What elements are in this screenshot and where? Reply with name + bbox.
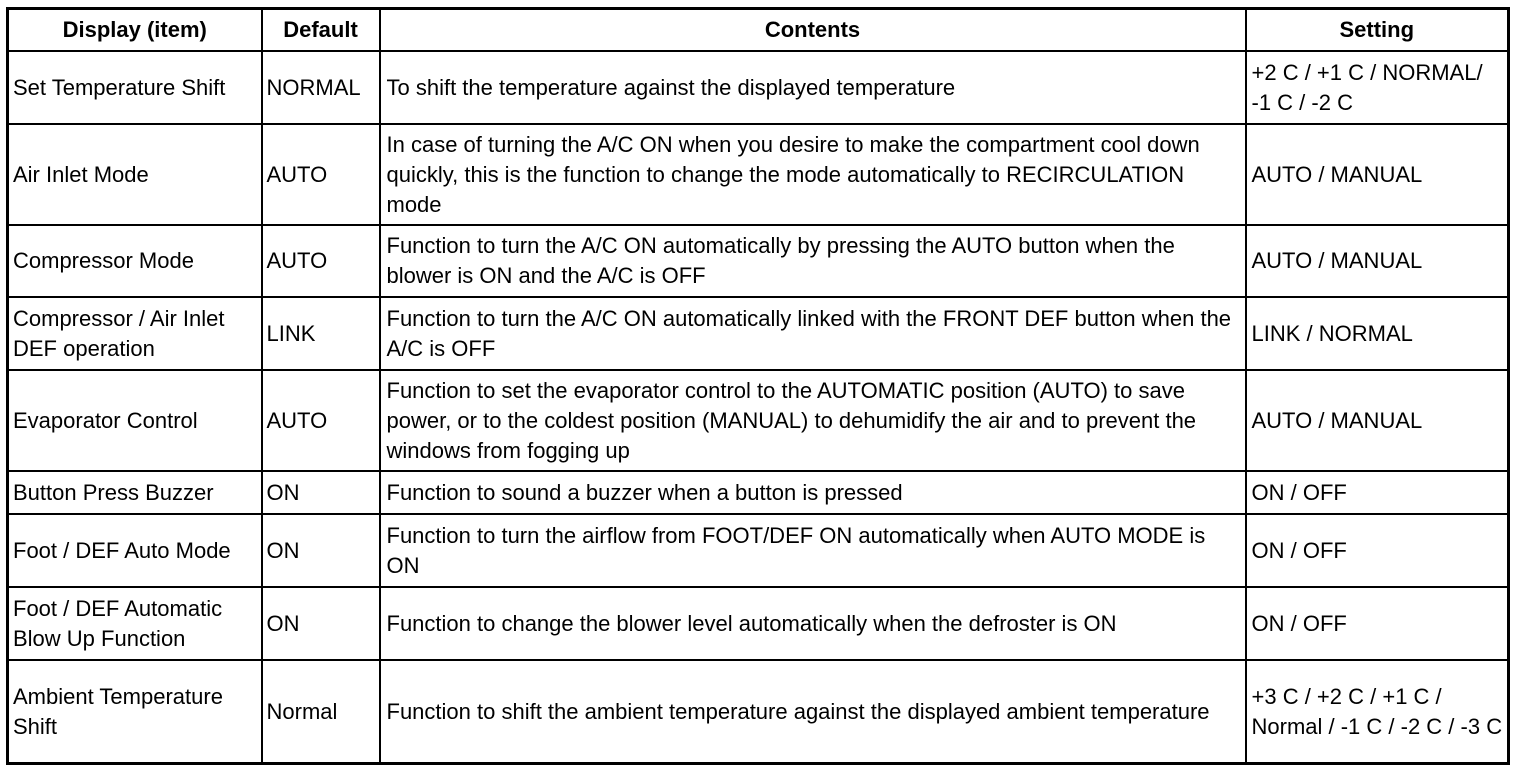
default-cell: LINK [262, 297, 380, 370]
item-cell: Set Temperature Shift [8, 51, 262, 124]
setting-cell: AUTO / MANUAL [1246, 124, 1509, 225]
item-cell: Compressor Mode [8, 225, 262, 297]
default-cell: ON [262, 587, 380, 660]
settings-table [6, 7, 1510, 765]
default-cell: Normal [262, 660, 380, 764]
default-cell: ON [262, 471, 380, 514]
setting-cell: ON / OFF [1246, 587, 1509, 660]
default-cell: ON [262, 514, 380, 587]
default-cell: AUTO [262, 225, 380, 297]
table-row [8, 225, 1509, 297]
contents-cell: Function to sound a buzzer when a button is pressed [380, 471, 1246, 514]
table-row [8, 124, 1509, 225]
table-row [8, 297, 1509, 370]
header-contents: Contents [380, 9, 1246, 52]
default-cell: AUTO [262, 124, 380, 225]
contents-cell: Function to set the evaporator control to the AUTOMATIC position (AUTO) to save power, or to the coldest position (MANUAL) to dehumidify the air and to prevent the windows from fogging up [380, 370, 1246, 471]
table-row [8, 660, 1509, 764]
contents-cell: Function to turn the A/C ON automatically by pressing the AUTO button when the blower is ON and the A/C is OFF [380, 225, 1246, 297]
table-row [8, 370, 1509, 471]
table-row [8, 587, 1509, 660]
setting-cell: +2 C / +1 C / NORMAL/ -1 C / -2 C [1246, 51, 1509, 124]
item-cell: Compressor / Air Inlet DEF operation [8, 297, 262, 370]
setting-cell: ON / OFF [1246, 514, 1509, 587]
default-cell: AUTO [262, 370, 380, 471]
contents-cell: Function to turn the A/C ON automatically linked with the FRONT DEF button when the A/C is OFF [380, 297, 1246, 370]
header-default: Default [262, 9, 380, 52]
header-setting: Setting [1246, 9, 1509, 52]
contents-cell: Function to turn the airflow from FOOT/DEF ON automatically when AUTO MODE is ON [380, 514, 1246, 587]
setting-cell: AUTO / MANUAL [1246, 370, 1509, 471]
setting-cell: LINK / NORMAL [1246, 297, 1509, 370]
header-row [8, 9, 1509, 52]
setting-cell: AUTO / MANUAL [1246, 225, 1509, 297]
table-row [8, 471, 1509, 514]
contents-cell: Function to change the blower level automatically when the defroster is ON [380, 587, 1246, 660]
item-cell: Foot / DEF Auto Mode [8, 514, 262, 587]
table-row [8, 51, 1509, 124]
table-row [8, 514, 1509, 587]
default-cell: NORMAL [262, 51, 380, 124]
item-cell: Button Press Buzzer [8, 471, 262, 514]
contents-cell: In case of turning the A/C ON when you desire to make the compartment cool down quickly, this is the function to change the mode automatically to RECIRCULATION mode [380, 124, 1246, 225]
item-cell: Air Inlet Mode [8, 124, 262, 225]
item-cell: Ambient Temperature Shift [8, 660, 262, 764]
item-cell: Foot / DEF Automatic Blow Up Function [8, 587, 262, 660]
setting-cell: ON / OFF [1246, 471, 1509, 514]
header-item: Display (item) [8, 9, 262, 52]
contents-cell: Function to shift the ambient temperature against the displayed ambient temperature [380, 660, 1246, 764]
setting-cell: +3 C / +2 C / +1 C / Normal / -1 C / -2 C / -3 C [1246, 660, 1509, 764]
contents-cell: To shift the temperature against the displayed temperature [380, 51, 1246, 124]
item-cell: Evaporator Control [8, 370, 262, 471]
